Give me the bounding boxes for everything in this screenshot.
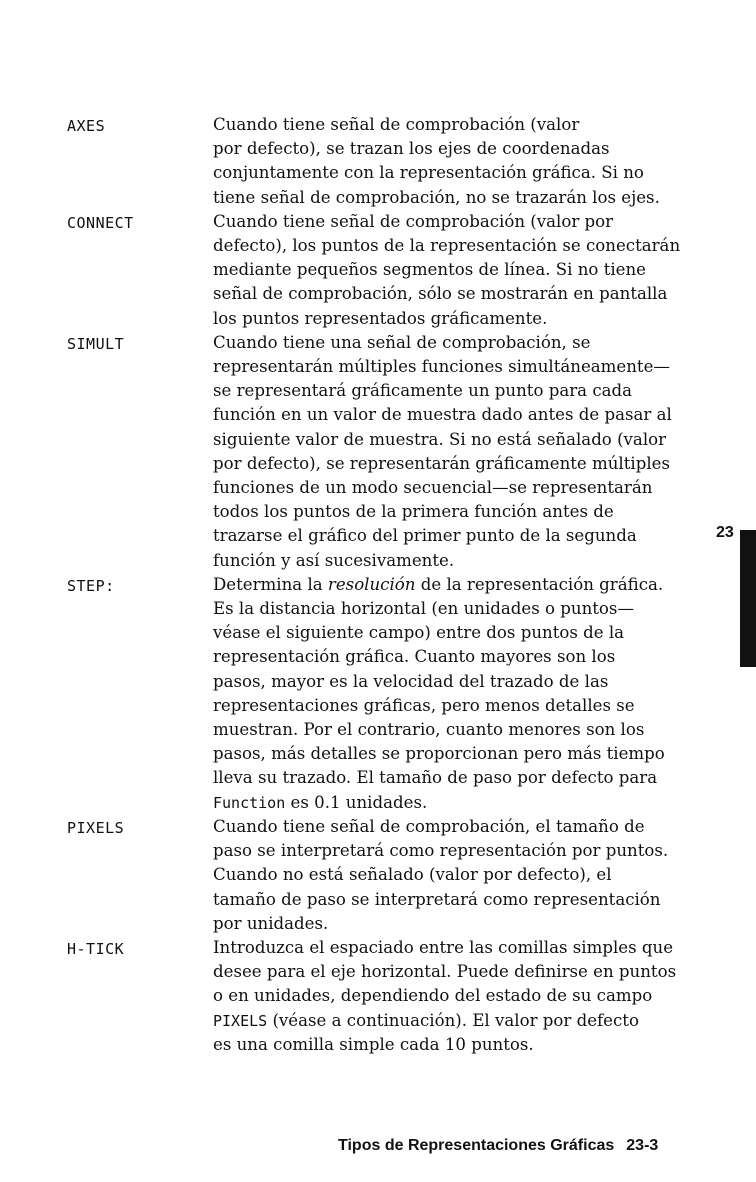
code-term: PIXELS (213, 1011, 268, 1030)
description-line: por defecto), se representarán gráficamente múltiples (213, 453, 670, 473)
description-line: representaciones gráficas, pero menos detalles se (213, 695, 635, 715)
entry-description (213, 936, 688, 1057)
entry-description (213, 210, 688, 331)
description-line (213, 1009, 688, 1033)
description-line (213, 791, 688, 815)
entry-term: H-TICK (67, 939, 125, 958)
description-line: representación gráfica. Cuanto mayores son los (213, 647, 616, 667)
description-line: todos los puntos de la primera función antes de (213, 502, 614, 522)
description-line: es una comilla simple cada 10 puntos. (213, 1034, 534, 1054)
entry-description (213, 815, 688, 936)
text-run: de la representación gráfica. (415, 574, 664, 594)
description-line: tiene señal de comprobación, no se trazarán los ejes. (213, 187, 660, 207)
definition-list (67, 113, 697, 1057)
description-line: Cuando tiene señal de comprobación (valor (213, 115, 580, 134)
entry-description (213, 573, 688, 815)
description-line: muestran. Por el contrario, cuanto menores son los (213, 720, 645, 740)
description-line: siguiente valor de muestra. Si no está señalado (valor (213, 429, 667, 449)
description-line: los puntos representados gráficamente. (213, 308, 548, 328)
entry-term: SIMULT (67, 334, 125, 353)
description-line: función y así sucesivamente. (213, 550, 455, 570)
description-line: tamaño de paso se interpretará como representación (213, 889, 661, 909)
entry-h-tick (67, 936, 697, 1057)
description-line: Cuando no está señalado (valor por defecto), el (213, 865, 612, 885)
description-line: pasos, mayor es la velocidad del trazado de las (213, 671, 609, 691)
description-line: o en unidades, dependiendo del estado de su campo (213, 986, 653, 1006)
page-number: 23-3 (626, 1137, 659, 1154)
description-line: paso se interpretará como representación por puntos. (213, 841, 669, 861)
description-line: Cuando tiene señal de comprobación, el tamaño de (213, 816, 645, 836)
description-line: función en un valor de muestra dado antes de pasar al (213, 405, 672, 425)
description-line: lleva su trazado. El tamaño de paso por defecto para (213, 768, 658, 788)
description-line: véase el siguiente campo) entre dos puntos de la (213, 623, 625, 643)
description-line: por unidades. (213, 913, 329, 933)
page-footer (338, 1137, 658, 1155)
entry-simult (67, 331, 697, 573)
description-line: Cuando tiene señal de comprobación (valor por (213, 211, 614, 231)
entry-term: STEP: (67, 576, 115, 595)
entry-description (213, 331, 688, 573)
chapter-tab-number: 23 (716, 524, 734, 541)
description-line: señal de comprobación, sólo se mostrarán en pantalla (213, 284, 668, 304)
description-line: conjuntamente con la representación gráfica. Si no (213, 163, 644, 183)
emphasis-term: resolución (327, 574, 416, 594)
text-run: Determina la (213, 574, 328, 594)
entry-term: AXES (67, 117, 106, 135)
description-line: por defecto), se trazan los ejes de coordenadas (213, 139, 610, 159)
description-line: representarán múltiples funciones simultáneamente— (213, 357, 670, 377)
description-line: pasos, más detalles se proporcionan pero más tiempo (213, 744, 665, 764)
description-line: mediante pequeños segmentos de línea. Si no tiene (213, 260, 647, 280)
entry-term: PIXELS (67, 818, 125, 837)
description-line: desee para el eje horizontal. Puede definirse en puntos (213, 962, 677, 982)
description-line: Es la distancia horizontal (en unidades o puntos— (213, 599, 635, 619)
text-run: (véase a continuación). El valor por defecto (267, 1010, 639, 1030)
entry-connect (67, 210, 697, 331)
description-line (213, 573, 688, 597)
description-line: funciones de un modo secuencial—se representarán (213, 478, 653, 498)
entry-term: CONNECT (67, 213, 134, 232)
text-run: es 0.1 unidades. (285, 792, 428, 812)
entry-axes (67, 113, 697, 210)
description-line: Cuando tiene una señal de comprobación, se (213, 332, 591, 352)
entry-pixels (67, 815, 697, 936)
description-line: trazarse el gráfico del primer punto de la segunda (213, 526, 637, 546)
footer-title: Tipos de Representaciones Gráficas (338, 1137, 615, 1154)
entry-step (67, 573, 697, 815)
description-line: defecto), los puntos de la representación se conectarán (213, 236, 681, 256)
entry-description (213, 113, 688, 210)
description-line: se representará gráficamente un punto para cada (213, 381, 633, 401)
code-term: Function (213, 793, 286, 812)
chapter-tab-bar (740, 530, 756, 667)
description-line: Introduzca el espaciado entre las comillas simples que (213, 937, 674, 957)
